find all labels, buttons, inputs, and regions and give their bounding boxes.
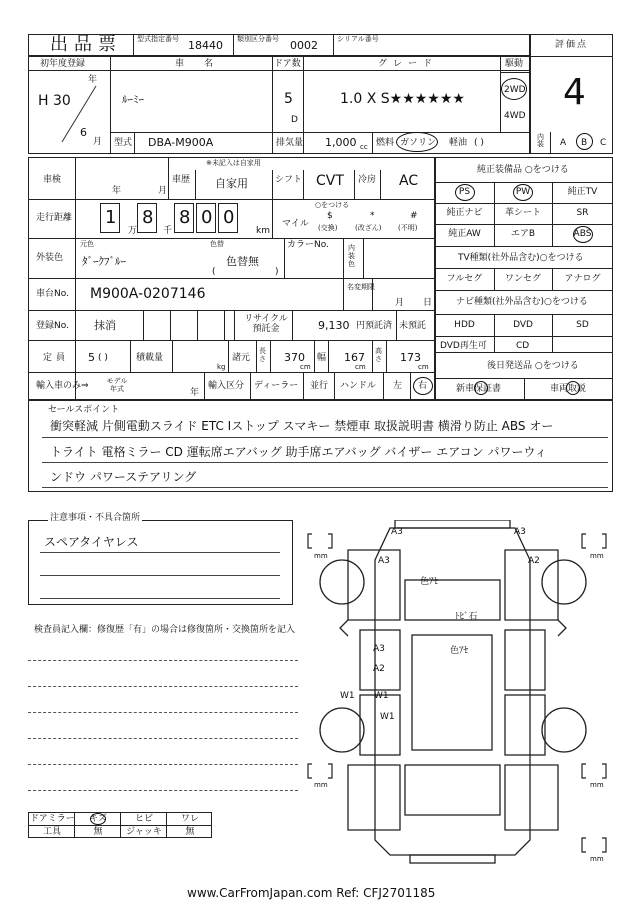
history-label: 車歴 [172,175,191,185]
mileage-unit-hash-sub: (不明) [398,224,418,232]
width-unit: cm [355,363,366,371]
recycle-label: リサイクル預託金 [244,314,288,335]
mm-label-fl: mm [314,552,328,560]
equipment-item: 革シート [504,208,541,218]
divider [224,310,225,340]
divider [166,812,167,838]
first-reg-month-unit: 月 [93,137,103,147]
interior-c: C [600,138,607,148]
tools-header-crack: ヒビ [134,814,153,824]
tools-jack-label: ジャッキ [126,827,162,837]
divider [28,70,110,71]
divider [328,340,329,372]
first-reg-year-unit: 年 [88,75,98,85]
sales-line-1: 衝突軽減 片側電動スライド ETC Iストップ スマキー 禁煙車 取扱説明書 横滑り防止 ABS オー [50,419,554,433]
sales-underline [42,462,608,463]
equipment-item: 純正TV [567,187,598,197]
divider [343,238,344,278]
navi-title: ナビ種類(社外品含む)○をつける [456,297,588,307]
chassis-label: 車台No. [36,289,69,299]
damage-mark: A3 [391,527,403,537]
divider [372,278,373,310]
divider [28,310,435,311]
model-year-label: モデル年式 [106,377,128,394]
expiry-day: 日 [423,298,433,308]
interior-a: A [560,138,567,148]
mileage-digit: 1 [105,207,117,228]
damage-mark: 色ｱｾ [420,577,439,587]
tools-jack-value: 無 [185,827,195,837]
divider [28,199,435,200]
first-reg-month: 6 [80,126,87,139]
handle-right: 右 [418,381,428,391]
divider [272,170,273,199]
grade-value: 1.0 X S★★★★★★ [340,91,465,107]
divider [28,372,435,373]
equipment-item: エアB [510,229,536,239]
damage-mark: W1 [374,691,389,701]
mileage-label: 走行距離 [36,213,73,223]
equipment-item: ABS [573,229,592,239]
divider [292,310,293,340]
damage-mark: W1 [380,712,395,722]
class-code-value: 0002 [290,39,318,52]
mm-label-rl: mm [314,781,328,789]
handle-label: ハンドル [340,381,377,391]
divider [228,340,229,372]
class-code-label: 類別区分番号 [237,35,279,43]
divider [303,170,304,199]
docs-manual: 車両取説 [550,384,587,394]
import-parallel: 並行 [310,381,329,391]
car-name-value: ﾙｰﾐｰ [122,93,144,106]
displacement-unit: cc [360,143,368,151]
repaint-label: 色替 [210,240,224,248]
interior-b: B [581,138,588,148]
equipment-item: PW [515,187,531,197]
mileage-digit: 0 [201,207,213,228]
divider [494,314,495,336]
mileage-man-unit: 万 [128,226,138,236]
sales-line-2: トライト 電格ミラー CD 運転席エアバッグ 助手席エアバッグ バイザー エアコン パワーウィ [50,445,547,459]
mileage-unit-mile: マイル [282,219,309,229]
divider [110,70,530,71]
docs-warranty: 新車保証書 [456,384,502,394]
divider [552,268,553,290]
model-code-value: 18440 [188,39,223,52]
damage-mark: A3 [378,556,390,566]
doors-value: 5 [284,91,293,107]
divider [435,290,613,291]
fuel-diesel: 軽油 [449,138,468,148]
grade-label: グレード [378,59,439,69]
handle-right-circle [413,377,433,395]
divider [130,340,131,372]
tv-option: フルセグ [446,274,483,284]
ac-label: 冷房 [358,175,377,185]
damage-mark: A2 [528,556,540,566]
divider [28,340,435,341]
notes-label: 注意事項・不具合箇所 [50,513,141,523]
inspector-line [28,764,298,765]
divider [272,56,273,132]
reg-label: 登録No. [36,321,69,331]
divider [363,238,364,278]
divider [552,336,553,352]
divider [435,224,613,225]
navi-option: HDD [454,320,475,330]
notes-text: スペアタイヤレス [44,535,139,549]
expiry-label: 名変期限 [347,283,375,291]
divider [494,182,495,246]
divider [500,56,501,132]
divider [333,34,334,56]
height-label: 高さ [375,347,382,364]
mm-label-spare: mm [590,855,604,863]
orig-color-label: 元色 [80,240,94,248]
equipment-item: 純正AW [448,229,481,239]
type-value: DBA-M900A [148,136,214,149]
import-type-label: 輸入区分 [208,381,245,391]
divider [343,278,344,310]
mileage-digit: 8 [142,207,154,228]
color-no-label: カラーNo. [287,240,329,250]
notes-line [40,575,280,576]
equipment-title: 純正装備品 ○をつける [477,165,569,175]
divider [435,246,613,247]
divider [204,372,205,400]
inspector-line [28,686,298,687]
length-value: 370 [284,351,305,364]
divider [133,34,134,56]
divider [354,170,355,199]
notes-line [40,552,280,553]
divider [303,56,304,132]
first-reg-label: 初年度登録 [40,59,86,69]
load-unit: kg [217,363,226,371]
import-dealer: ディーラー [254,381,299,391]
divider [552,314,553,336]
mileage-unit-dollar: $ [327,211,333,221]
interior-b-circle [576,133,593,150]
tv-option: ワンセグ [504,274,541,284]
damage-mark: A3 [514,527,526,537]
divider [552,182,553,246]
sales-label: セールスポイント [48,405,120,415]
fuel-gas: ガソリン [400,138,437,148]
type-label: 型式 [114,138,133,148]
divider [530,56,613,57]
recycle-value: 9,130 [318,319,350,332]
tools-scratch-circle [90,813,106,825]
divider [120,812,121,838]
divider [435,314,613,315]
divider [195,170,196,199]
divider [28,238,435,239]
mm-label-fr: mm [590,552,604,560]
tools-tools-value: 無 [93,827,103,837]
inspection-label: 車検 [43,175,62,185]
equipment-item-circle [573,226,593,243]
mileage-sen-unit: 千 [163,226,173,236]
divider [396,310,397,340]
docs-warranty-circle [474,381,488,395]
capacity-paren: ( ) [98,353,108,363]
damage-mark: A3 [373,644,385,654]
divider [170,310,171,340]
score-label: 評価点 [555,40,589,50]
dvd-label: DVD再生可 [440,341,487,351]
shift-value: CVT [316,173,344,189]
mileage-unit-dollar-sub: (交換) [318,224,338,232]
length-unit: cm [300,363,311,371]
mileage-digit: 0 [223,207,235,228]
handle-left: 左 [393,381,403,391]
model-code-label: 型式指定番号 [137,35,179,43]
repaint-value: 色替無 [226,255,259,268]
tools-header-mirror: ドアミラー [30,814,75,824]
navi-option: DVD [513,320,533,330]
divider [410,372,411,400]
width-value: 167 [344,351,365,364]
history-value: 自家用 [215,177,248,190]
damage-mark: 色ｱｾ [450,646,469,656]
mileage-unit-hash: # [410,211,418,221]
mileage-unit-star: * [370,211,375,221]
serial-label: シリアル番号 [337,35,379,43]
divider [234,310,235,340]
navi-option: SD [576,320,589,330]
interior-label: 内装 [537,133,544,148]
drive-4wd: 4WD [504,111,526,121]
divider [550,132,551,154]
divider [314,340,315,372]
divider [143,310,144,340]
shift-label: シフト [275,175,303,185]
cd-label: CD [516,341,530,351]
divider [435,268,613,269]
color-value: ﾀﾞｰｸﾌﾞﾙｰ [82,255,126,268]
tv-option: アナログ [564,274,601,284]
equipment-item: PS [458,187,471,197]
equipment-item: SR [576,208,589,218]
divider [386,340,387,372]
divider [435,203,613,204]
inspector-line [28,790,298,791]
import-label: 輸入車のみ⇒ [36,381,89,391]
page-title: 出品票 [50,34,122,55]
fuel-gas-circle [396,132,438,152]
doors-suffix: D [291,115,298,125]
damage-mark: W1 [340,691,355,701]
divider [110,132,530,133]
equipment-item-circle [513,184,533,201]
drive-2wd: 2WD [504,85,526,95]
width-label: 幅 [317,353,327,363]
car-name-label: 車名 [175,59,234,69]
history-note: ※未記入は自家用 [206,159,261,167]
mileage-unit-note: ○をつける [315,201,350,209]
model-year-unit: 年 [190,388,200,398]
recycle-status: 円預託済 [356,321,393,331]
notes-line [40,598,280,599]
inspector-line [28,660,298,661]
divider [168,157,169,199]
footer-text: www.CarFromJapan.com Ref: CFJ2701185 [187,886,436,900]
capacity-label: 定員 [43,353,70,363]
docs-manual-circle [566,381,580,395]
mileage-km-unit: km [256,226,270,236]
repaint-paren-open: ( [212,267,216,277]
divider [197,310,198,340]
fuel-label: 燃料 [376,138,395,148]
inspector-label: 検査員記入欄：修復歴「有」の場合は修復箇所・交換箇所を記入 [34,625,296,635]
notes-frame [28,520,293,605]
displacement-label: 排気量 [276,138,304,148]
inspector-line [28,712,298,713]
divider [494,336,495,352]
divider [383,372,384,400]
sales-underline [42,487,608,488]
tools-tools-label: 工具 [42,827,61,837]
divider [284,238,285,278]
divider [435,182,613,183]
divider [272,132,273,154]
repaint-paren-close: ) [275,267,279,277]
damage-mark: ﾄﾋﾞ石 [455,612,478,622]
first-reg-era: H 30 [38,93,71,109]
load-label: 積載量 [136,353,164,363]
damage-mark: A2 [373,664,385,674]
divider [270,340,271,372]
score-value: 4 [563,72,586,113]
divider [172,340,173,372]
divider [435,336,613,337]
drive-label: 駆動 [505,59,524,69]
divider [256,340,257,372]
sales-underline [42,437,608,438]
tools-header-break: ワレ [180,814,199,824]
height-value: 173 [400,351,421,364]
chassis-value: M900A-0207146 [90,286,206,302]
drive-2wd-circle [501,78,527,100]
mm-label-rr: mm [590,781,604,789]
divider [524,378,525,400]
tools-header-scratch: キズ [89,814,107,824]
length-label: 長さ [259,347,266,364]
recycle-unpaid: 未預託 [399,321,427,331]
capacity-value: 5 [88,351,95,364]
mileage-digit: 8 [179,207,191,228]
reg-value: 抹消 [94,319,116,332]
divider [494,268,495,290]
displacement-value: 1,000 [325,136,357,149]
divider [303,132,304,154]
divider [380,170,381,199]
dims-label: 諸元 [232,353,251,363]
doors-label: ドア数 [274,59,301,69]
inspector-line [28,738,298,739]
height-unit: cm [418,363,429,371]
equipment-item: 純正ナビ [446,208,483,218]
divider [530,132,531,154]
divider [303,372,304,400]
divider [28,278,435,279]
docs-title: 後日発送品 ○をつける [487,361,579,371]
inspection-year: 年 [112,186,122,196]
divider [250,372,251,400]
divider [435,352,613,353]
sales-line-3: ンドウ パワーステアリング [50,470,197,484]
equipment-item-circle [455,184,475,201]
divider [372,340,373,372]
divider [233,34,234,56]
divider [372,132,373,154]
divider [134,132,135,154]
tv-title: TV種類(社外品含む)○をつける [458,253,584,263]
ac-value: AC [399,173,419,189]
expiry-month: 月 [395,298,405,308]
color-label: 外装色 [36,253,64,263]
inspection-month: 月 [158,186,168,196]
interior-color-label: 内装色 [348,244,355,269]
divider [334,372,335,400]
divider [500,72,530,73]
mileage-unit-star-sub: (改ざん) [355,224,382,232]
fuel-paren: ( ) [474,138,484,148]
divider [272,199,273,238]
